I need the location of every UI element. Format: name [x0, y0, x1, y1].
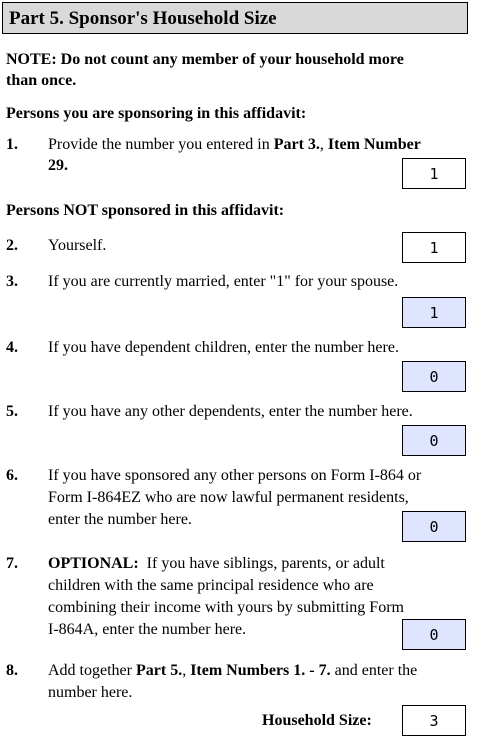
item-3-input[interactable]: 1 — [402, 297, 466, 328]
household-size-label: Household Size: — [262, 712, 372, 729]
section-heading-sponsored: Persons you are sponsoring in this affidavit: — [6, 105, 307, 122]
item-1-ref-item: Item Number — [327, 136, 421, 153]
household-size-input[interactable]: 3 — [402, 705, 466, 736]
item-7-number: 7. — [6, 555, 18, 572]
item-1-question — [48, 134, 472, 156]
item-1-input[interactable]: 1 — [402, 158, 466, 189]
item-7-question-line-2: children with the same principal residence who are — [48, 577, 374, 594]
item-5-number: 5. — [6, 403, 18, 420]
item-6-input[interactable]: 0 — [402, 511, 466, 542]
item-4-number: 4. — [6, 339, 18, 356]
item-8-text: Add together — [48, 662, 136, 679]
item-4-input[interactable]: 0 — [402, 361, 466, 392]
item-3-question: If you are currently married, enter "1" for your spouse. — [48, 273, 399, 290]
item-6-question-line-2: Form I-864EZ who are now lawful permanent residents, — [48, 489, 409, 506]
item-1-ref-part: Part 3. — [273, 136, 320, 153]
item-5-question: If you have any other dependents, enter the number here. — [48, 403, 413, 420]
item-8-number: 8. — [6, 662, 18, 679]
item-2-number: 2. — [6, 237, 18, 254]
item-8-ref-part: Part 5. — [135, 662, 183, 679]
item-1-separator: , — [319, 136, 328, 153]
note-line-2: than once. — [6, 72, 77, 89]
item-8-text-end: and enter the — [330, 662, 418, 679]
item-7-question-line-1 — [48, 553, 472, 575]
item-7-optional-label: OPTIONAL: — [48, 555, 139, 572]
item-8-separator: , — [182, 662, 191, 679]
item-7-question-line-4: I-864A, enter the number here. — [48, 621, 247, 638]
item-8-question-line-2: number here. — [48, 684, 133, 701]
item-5-input[interactable]: 0 — [402, 425, 466, 456]
item-7-text: If you have siblings, parents, or adult — [138, 555, 385, 572]
item-6-question-line-3: enter the number here. — [48, 511, 192, 528]
item-4-question: If you have dependent children, enter the number here. — [48, 339, 399, 356]
item-7-input[interactable]: 0 — [402, 619, 466, 650]
item-2-question: Yourself. — [48, 237, 107, 254]
item-7-question-line-3: combining their income with yours by submitting Form — [48, 599, 404, 616]
item-3-number: 3. — [6, 273, 18, 290]
item-1-text: Provide the number you entered in — [48, 136, 274, 153]
item-2-input[interactable]: 1 — [402, 232, 466, 263]
item-1-question-line-2: 29. — [48, 157, 68, 174]
item-8-question — [48, 660, 472, 682]
section-heading-not-sponsored: Persons NOT sponsored in this affidavit: — [6, 202, 285, 219]
item-8-ref-items: Item Numbers 1. - 7. — [190, 662, 331, 679]
note-line-1: NOTE: Do not count any member of your household more — [6, 51, 404, 68]
part-5-header: Part 5. Sponsor's Household Size — [2, 2, 468, 34]
item-6-question-line-1: If you have sponsored any other persons on Form I-864 or — [48, 467, 422, 484]
item-6-number: 6. — [6, 467, 18, 484]
item-1-number: 1. — [6, 136, 18, 153]
